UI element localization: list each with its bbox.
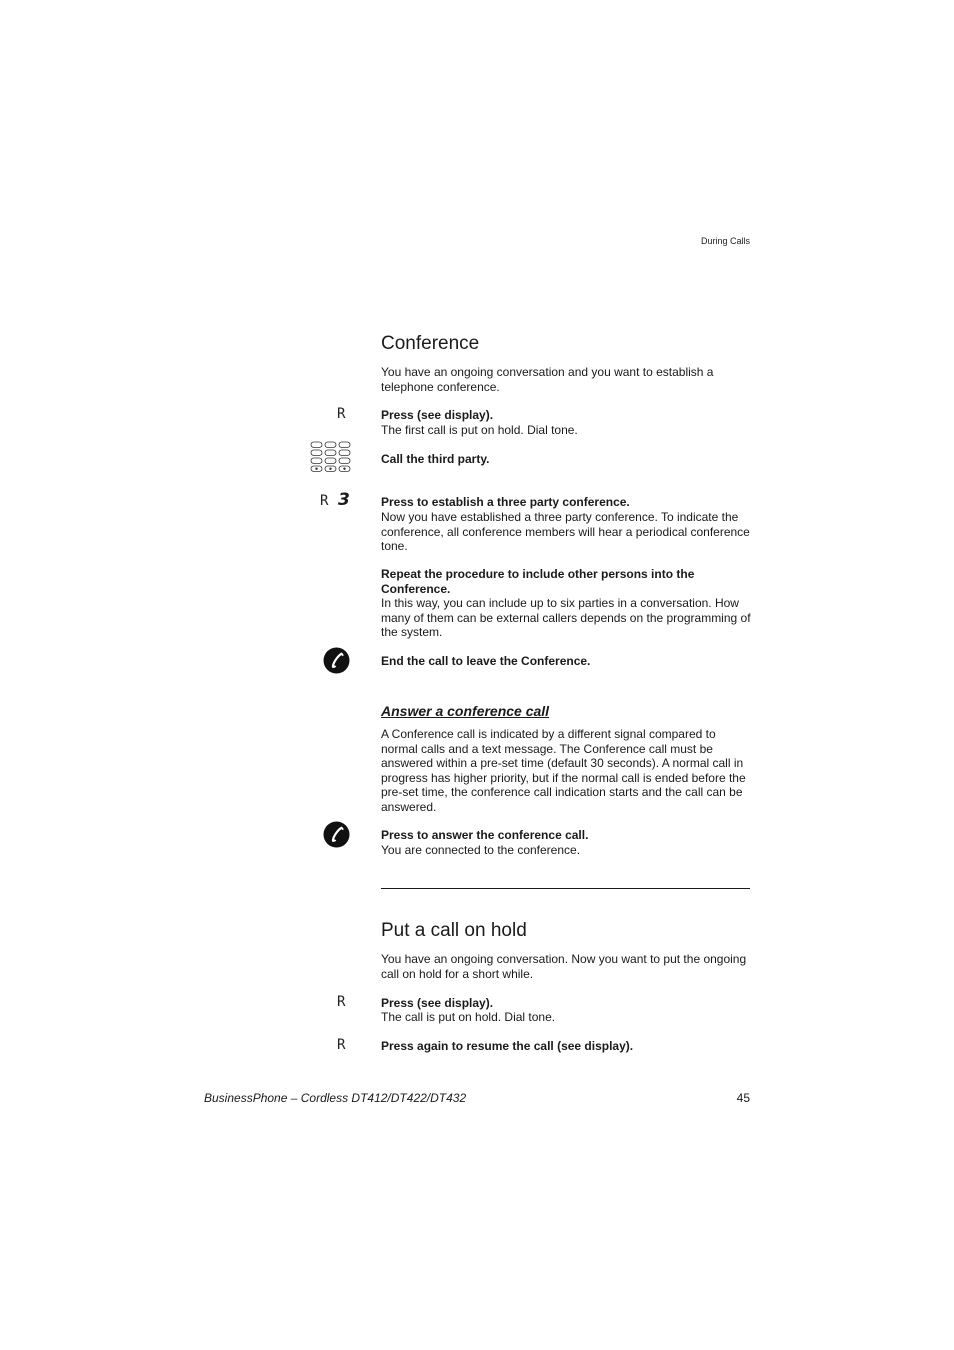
hold-title: Put a call on hold bbox=[381, 920, 527, 941]
conference-step3-text: Now you have established a three party conference. To indicate the conference, all conference members will hear a periodical conference tone. bbox=[381, 510, 750, 553]
answer-conference-title: Answer a conference call bbox=[381, 703, 550, 719]
digit-3-key-icon: 3 bbox=[338, 490, 350, 510]
hold-step1-text: The call is put on hold. Dial tone. bbox=[381, 1010, 556, 1024]
conference-intro: You have an ongoing conversation and you want to establish a telephone conference. bbox=[381, 365, 714, 394]
conference-step1-text: The first call is put on hold. Dial tone. bbox=[381, 423, 578, 437]
r-key-icon: R bbox=[337, 994, 346, 1010]
hold-intro: You have an ongoing conversation. Now you want to put the ongoing call on hold for a short while. bbox=[381, 952, 747, 981]
r-key-icon: R bbox=[320, 493, 329, 509]
section-divider bbox=[381, 888, 750, 889]
conference-step1-instruction: Press (see display). bbox=[381, 408, 494, 422]
conference-step3-instruction: Press to establish a three party conference. bbox=[381, 495, 630, 509]
running-header: During Calls bbox=[700, 236, 750, 246]
r-key-icon: R bbox=[337, 406, 346, 422]
end-call-icon bbox=[323, 647, 350, 674]
answer-call-icon bbox=[323, 821, 350, 848]
conference-step2-instruction: Call the third party. bbox=[381, 452, 490, 466]
hold-step2-instruction: Press again to resume the call (see display). bbox=[381, 1039, 634, 1053]
answer-conference-intro: A Conference call is indicated by a different signal compared to normal calls and a text message. The Conference call must be answered within a pre-set time (default 30 seconds). A normal call in progress has higher priority, but if the normal call is ended before the pre-set time, the conference call indication starts and the call can be answered. bbox=[381, 727, 746, 814]
answer-step1-instruction: Press to answer the conference call. bbox=[381, 828, 589, 842]
conference-step5-instruction: End the call to leave the Conference. bbox=[381, 654, 591, 668]
conference-step4-instruction: Repeat the procedure to include other persons into the Conference. bbox=[381, 567, 695, 596]
keypad-icon bbox=[310, 440, 352, 474]
conference-title: Conference bbox=[381, 333, 480, 354]
footer-title: BusinessPhone – Cordless DT412/DT422/DT432 bbox=[204, 1091, 467, 1105]
answer-step1-text: You are connected to the conference. bbox=[381, 843, 581, 857]
r-key-icon: R bbox=[337, 1037, 346, 1053]
page-number: 45 bbox=[736, 1091, 750, 1105]
hold-step1-instruction: Press (see display). bbox=[381, 996, 494, 1010]
conference-step4-text: In this way, you can include up to six parties in a conversation. How many of them can be external callers depends on the programming of the system. bbox=[381, 596, 751, 639]
